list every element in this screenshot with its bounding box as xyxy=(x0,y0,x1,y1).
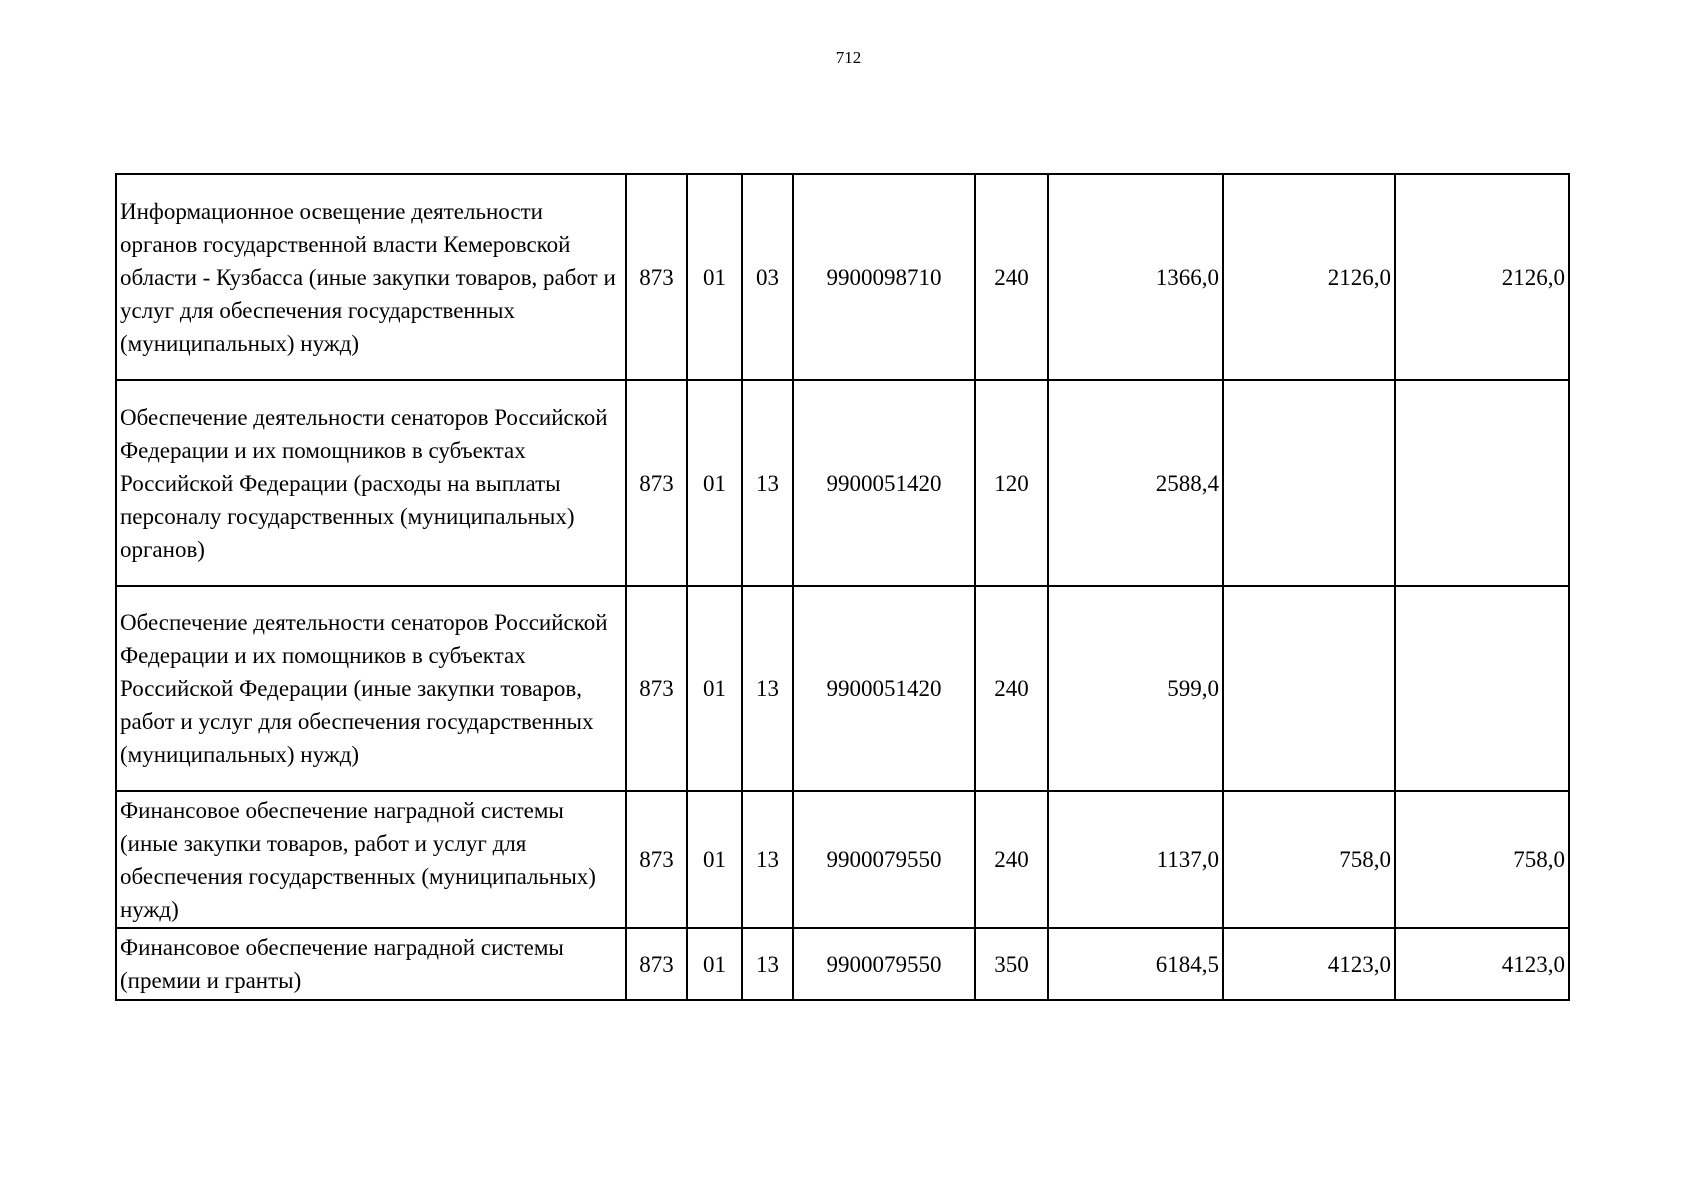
row-description: Обеспечение деятельности сенаторов Российской Федерации и их помощников в субъектах Российской Федерации (расходы на выплаты персоналу государственных (муниципальных) органов) xyxy=(116,380,626,586)
amount-year-1: 2588,4 xyxy=(1048,380,1223,586)
amount-year-2: 4123,0 xyxy=(1223,928,1395,1000)
section-code: 01 xyxy=(687,928,742,1000)
amount-year-2 xyxy=(1223,380,1395,586)
amount-year-1: 599,0 xyxy=(1048,586,1223,791)
section-code: 01 xyxy=(687,174,742,380)
budget-table xyxy=(115,173,1570,1001)
section-code: 01 xyxy=(687,586,742,791)
expense-type-code: 350 xyxy=(975,928,1048,1000)
table-row xyxy=(116,380,1569,586)
row-description: Информационное освещение деятельности органов государственной власти Кемеровской области - Кузбасса (иные закупки товаров, работ и услуг для обеспечения государственных (муниципальных) нужд) xyxy=(116,174,626,380)
ministry-code: 873 xyxy=(626,586,687,791)
row-description: Финансовое обеспечение наградной системы (премии и гранты) xyxy=(116,928,626,1000)
amount-year-3: 758,0 xyxy=(1395,791,1569,928)
row-description: Обеспечение деятельности сенаторов Российской Федерации и их помощников в субъектах Российской Федерации (иные закупки товаров, работ и услуг для обеспечения государственных (муниципальных) нужд) xyxy=(116,586,626,791)
section-code: 01 xyxy=(687,380,742,586)
target-article-code: 9900051420 xyxy=(793,586,975,791)
table-row xyxy=(116,586,1569,791)
amount-year-3 xyxy=(1395,586,1569,791)
expense-type-code: 240 xyxy=(975,791,1048,928)
expense-type-code: 120 xyxy=(975,380,1048,586)
subsection-code: 13 xyxy=(742,586,793,791)
ministry-code: 873 xyxy=(626,174,687,380)
table-row xyxy=(116,791,1569,928)
target-article-code: 9900079550 xyxy=(793,928,975,1000)
amount-year-2 xyxy=(1223,586,1395,791)
amount-year-1: 1366,0 xyxy=(1048,174,1223,380)
table-row xyxy=(116,174,1569,380)
amount-year-2: 758,0 xyxy=(1223,791,1395,928)
target-article-code: 9900079550 xyxy=(793,791,975,928)
amount-year-3: 2126,0 xyxy=(1395,174,1569,380)
expense-type-code: 240 xyxy=(975,586,1048,791)
ministry-code: 873 xyxy=(626,791,687,928)
amount-year-1: 6184,5 xyxy=(1048,928,1223,1000)
subsection-code: 13 xyxy=(742,791,793,928)
amount-year-2: 2126,0 xyxy=(1223,174,1395,380)
amount-year-1: 1137,0 xyxy=(1048,791,1223,928)
ministry-code: 873 xyxy=(626,928,687,1000)
expense-type-code: 240 xyxy=(975,174,1048,380)
subsection-code: 13 xyxy=(742,380,793,586)
section-code: 01 xyxy=(687,791,742,928)
amount-year-3: 4123,0 xyxy=(1395,928,1569,1000)
target-article-code: 9900098710 xyxy=(793,174,975,380)
target-article-code: 9900051420 xyxy=(793,380,975,586)
row-description: Финансовое обеспечение наградной системы (иные закупки товаров, работ и услуг для обеспечения государственных (муниципальных) нужд) xyxy=(116,791,626,928)
subsection-code: 03 xyxy=(742,174,793,380)
ministry-code: 873 xyxy=(626,380,687,586)
subsection-code: 13 xyxy=(742,928,793,1000)
page-number: 712 xyxy=(835,48,862,67)
table-row xyxy=(116,928,1569,1000)
amount-year-3 xyxy=(1395,380,1569,586)
